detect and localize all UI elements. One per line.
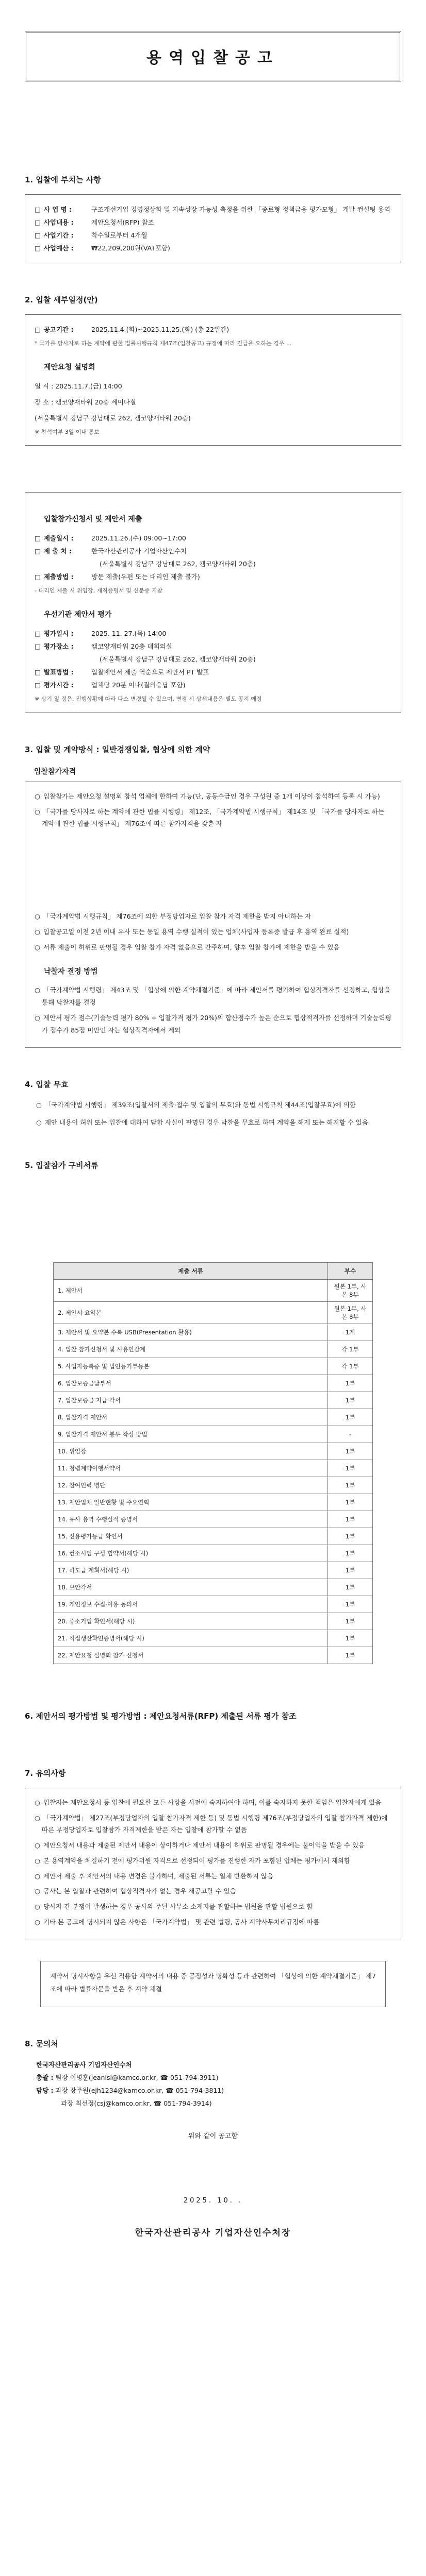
s2-value: 업체당 20분 이내(질의응답 포함) — [91, 681, 186, 689]
section-5-heading: 5. 입찰참가 구비서류 — [25, 1160, 99, 1170]
page-title: 용역입찰공고 — [146, 49, 280, 67]
notice-date: 2025. 10. . — [183, 2196, 243, 2205]
table-row — [54, 1392, 373, 1409]
section-2-box-submission — [25, 492, 401, 713]
doc-name-cell: 3. 제안서 및 요약본 수록 USB(Presentation 활용) — [54, 1324, 328, 1341]
s2-ev-row — [35, 653, 391, 666]
contact-row — [36, 2071, 401, 2084]
s1-label: □ 사업기간 : — [35, 229, 91, 242]
s2-ev-row — [35, 640, 391, 653]
doc-name-cell: 9. 입찰가격 제안서 봉투 작성 방법 — [54, 1426, 328, 1443]
table-body — [54, 1279, 373, 1664]
s2-label: □ 평가일시 : — [35, 627, 91, 640]
doc-qty-cell: 원본 1부, 사본 8부 — [328, 1279, 373, 1301]
s2-label: □ 제 출 처 : — [35, 545, 91, 557]
signature-block — [25, 2197, 401, 2238]
requirements-table — [53, 1262, 373, 1664]
s7-para: ○ 「국가계약법」 제27조(부정당업자의 입찰 참가자격 제한 등) 및 동법 시행령 제76조(부정당업자의 입찰 참가자격 제한)에 따른 부정당업자로 입찰참가 자격제한을 받은 자는 입찰에 참가할 수 없음 — [35, 1812, 391, 1837]
notice-page — [25, 31, 401, 2238]
doc-name-cell: 10. 위임장 — [54, 1443, 328, 1460]
table-row — [54, 1426, 373, 1443]
doc-qty-cell: 1부 — [328, 1528, 373, 1545]
s3-para: ○ 「국가계약법 시행규칙」 제76조에 의한 부정당업자로 입찰 참가 자격 제한을 받지 아니하는 자 — [35, 910, 391, 923]
s2-sub-row — [35, 545, 391, 557]
s3-para: ○ 입찰공고일 이전 2년 이내 유사 또는 동일 용역 수행 실적이 있는 업체(사업자 등록증 발급 후 용역 완료 실적) — [35, 926, 391, 938]
s2-value: 입찰제안서 제출 역순으로 제안서 PT 발표 — [91, 668, 209, 676]
doc-name-cell: 4. 입찰 참가신청서 및 사용인감계 — [54, 1341, 328, 1358]
s7-box-text: 계약서 명시사항을 우선 적용함 계약서의 내용 중 공정성과 명확성 등과 관련하여 「협상에 의한 계약체결기준」 제7조에 따라 법률자문을 받은 후 계약 체결 — [50, 1972, 376, 1993]
s2-ev-row — [35, 679, 391, 691]
table-row — [54, 1647, 373, 1664]
doc-qty-cell: 1부 — [328, 1460, 373, 1477]
table-row — [54, 1375, 373, 1392]
s3-para: ○ 입찰참가는 제안요청 설명회 참석 업체에 한하여 가능(단, 공동수급인 경우 구성원 중 1개 이상이 참석하여 등록 시 가능) — [35, 790, 391, 803]
doc-qty-cell: 1부 — [328, 1477, 373, 1494]
doc-qty-cell: 각 1부 — [328, 1358, 373, 1375]
s2-value: 2025.11.26.(수) 09:00~17:00 — [91, 534, 186, 543]
table-header-row — [54, 1262, 373, 1279]
table-row — [54, 1562, 373, 1579]
contact-label: 담당 : — [36, 2086, 54, 2094]
s7-para: ○ 입찰자는 제안요청서 등 입찰에 필요한 모든 사항을 사전에 숙지하여야 하며, 이를 숙지하지 못한 책임은 입찰자에게 있음 — [35, 1797, 391, 1809]
s2-value: (서울특별시 강남구 강남대로 262, 캠코양재타워 20층) — [100, 560, 256, 568]
table-row — [54, 1545, 373, 1562]
s7-para: ○ 제안서 제출 후 제안서의 내용 변경은 불가하며, 제출된 서류는 일체 반환하지 않음 — [35, 1870, 391, 1883]
s4-para: ○ 제안 내용이 허위 또는 입찰에 대하여 담합 사실이 판명된 경우 낙찰을 무효로 하며 계약을 해제 또는 해지할 수 있음 — [36, 1116, 401, 1129]
s7-para: ○ 당사자 간 분쟁이 발생하는 경우 공사의 주된 사무소 소재지를 관할하는 법원을 관할 법원으로 함 — [35, 1901, 391, 1913]
table-row — [54, 1341, 373, 1358]
issuer-name: 한국자산관리공사 기업자산인수처장 — [135, 2227, 291, 2238]
s2-value: (서울특별시 강남구 강남대로 262, 캠코양재타워 20층) — [100, 655, 256, 664]
s2-ev-row — [35, 666, 391, 679]
s7-para: ○ 본 용역계약을 체결하기 전에 평가위원 자격으로 선정되어 평가를 진행한 자가 포함된 업체는 평가에서 제외함 — [35, 1855, 391, 1867]
contact-block — [36, 2058, 401, 2110]
section-7-box — [25, 1788, 401, 1940]
table-row — [54, 1511, 373, 1528]
doc-name-cell: 15. 신용평가등급 확인서 — [54, 1528, 328, 1545]
s2-sub-row — [35, 557, 391, 570]
s2-value: 캠코양재타워 20층 대회의실 — [91, 642, 172, 651]
doc-name-cell: 20. 중소기업 확인서(해당 시) — [54, 1613, 328, 1630]
doc-qty-cell: 1부 — [328, 1545, 373, 1562]
section-8-heading: 8. 문의처 — [25, 2039, 58, 2048]
table-row — [54, 1579, 373, 1596]
doc-name-cell: 6. 입찰보증금납부서 — [54, 1375, 328, 1392]
s2-value: 2025.11.4.(화)~2025.11.25.(화) (총 22일간) — [91, 326, 230, 333]
s1-row-content — [35, 216, 391, 229]
doc-name-cell: 8. 입찰가격 제안서 — [54, 1409, 328, 1426]
table-row — [54, 1494, 373, 1511]
s1-label: □ 사업내용 : — [35, 216, 91, 229]
contact-row — [36, 2084, 401, 2097]
s1-value: 제안요청서(RFP) 참조 — [91, 218, 154, 226]
s3-para: ○ 「국가계약법 시행령」 제43조 및 「협상에 의한 계약체결기준」에 따라 제안서를 평가하여 협상적격자를 선정하고, 협상을 통해 낙찰자를 결정 — [35, 984, 391, 1009]
s2-value: 2025. 11. 27.(목) 14:00 — [91, 630, 167, 638]
doc-qty-cell: 1부 — [328, 1647, 373, 1664]
table-row — [54, 1460, 373, 1477]
s1-label: □ 사 업 명 : — [35, 203, 91, 216]
s1-label: □ 사업예산 : — [35, 242, 91, 255]
doc-qty-cell: 1부 — [328, 1494, 373, 1511]
s2-sub-row — [35, 532, 391, 545]
doc-name-cell: 17. 하도급 계획서(해당 시) — [54, 1562, 328, 1579]
doc-qty-cell: 1개 — [328, 1324, 373, 1341]
contact-value: 과장 장주원(ejh1234@kamco.or.kr, ☎ 051-794-3811) — [55, 2086, 224, 2094]
table-row — [54, 1443, 373, 1460]
contact-row — [36, 2097, 401, 2110]
doc-qty-cell: 1부 — [328, 1392, 373, 1409]
doc-name-cell: 14. 유사 용역 수행실적 증명서 — [54, 1511, 328, 1528]
s2-q-note: ※ 참석여부 3일 이내 통보 — [35, 428, 100, 435]
section-2-heading: 2. 입찰 세부일정(안) — [25, 295, 98, 304]
s2-sub-row — [35, 570, 391, 583]
doc-name-cell: 2. 제안서 요약본 — [54, 1301, 328, 1324]
s1-row-period — [35, 229, 391, 242]
table-row — [54, 1301, 373, 1324]
col-header-item: 제출 서류 — [54, 1262, 328, 1279]
doc-name-cell: 18. 보안각서 — [54, 1579, 328, 1596]
doc-qty-cell: 1부 — [328, 1596, 373, 1613]
section-7-heading: 7. 유의사항 — [25, 1768, 66, 1778]
s2-ev-note: ※ 상기 일 정은, 진행상황에 따라 다소 변경될 수 있으며, 변경 시 상세내용은 별도 공지 예정 — [35, 696, 262, 703]
s2-value: 방문 제출(우편 또는 대리인 제출 불가) — [91, 573, 200, 581]
s2-value: 한국자산관리공사 기업자산인수처 — [91, 547, 187, 555]
section-3-box-1 — [25, 782, 401, 1048]
s2-label: □ 평가장소 : — [35, 640, 91, 653]
s7-para: ○ 공사는 본 입찰과 관련하여 협상적격자가 없는 경우 재공고할 수 있음 — [35, 1885, 391, 1897]
doc-qty-cell: 1부 — [328, 1375, 373, 1392]
s2-q-row: (서울특별시 강남구 강남대로 262, 캠코양재타워 20층) — [35, 414, 191, 422]
s3-para: ○ 제안서 평가 점수(기술능력 평가 80% + 입찰가격 평가 20%)의 합산점수가 높은 순으로 협상적격자를 선정하며 기술능력평가 점수가 85점 미만인 자는 협상적격자에서 제외 — [35, 1012, 391, 1037]
doc-name-cell: 19. 개인정보 수집·이용 동의서 — [54, 1596, 328, 1613]
s3-para: ○ 서류 제출이 허위로 판명될 경우 입찰 참가 자격 없음으로 간주하며, 향후 입찰 참가에 제한을 받을 수 있음 — [35, 941, 391, 954]
doc-name-cell: 5. 사업자등록증 및 법인등기부등본 — [54, 1358, 328, 1375]
contact-label: 총괄 : — [36, 2073, 54, 2081]
s2-ev-row — [35, 627, 391, 640]
doc-qty-cell: 각 1부 — [328, 1341, 373, 1358]
table-row — [54, 1596, 373, 1613]
doc-name-cell: 1. 제안서 — [54, 1279, 328, 1301]
s2-label: □ 공고기간 : — [35, 323, 91, 336]
doc-name-cell: 21. 직접생산확인증명서(해당 시) — [54, 1630, 328, 1647]
s1-row-project — [35, 203, 391, 216]
s2-sub-note: - 대리인 제출 시 위임장, 재직증명서 및 신분증 지참 — [35, 587, 162, 595]
section-4-heading: 4. 입찰 무효 — [25, 1080, 69, 1090]
doc-name-cell: 12. 참여인력 명단 — [54, 1477, 328, 1494]
col-header-qty: 부수 — [328, 1262, 373, 1279]
doc-qty-cell: 원본 1부, 사본 8부 — [328, 1301, 373, 1324]
section-1-heading: 1. 입찰에 부치는 사항 — [25, 175, 101, 184]
doc-qty-cell: - — [328, 1426, 373, 1443]
s3-para: ○ 「국가를 당사자로 하는 계약에 관한 법률 시행령」 제12조, 「국가계약법 시행규칙」 제14조 및 「국가를 당사자로 하는 계약에 관한 법률 시행규칙」 제76조에 따른 참가자격을 갖춘 자 — [35, 806, 391, 831]
title-box — [25, 31, 401, 81]
s2-label: □ 제출일시 : — [35, 532, 91, 545]
s2-q-title: 제안요청 설명회 — [44, 363, 95, 371]
s2-label: □ 평가시간 : — [35, 679, 91, 691]
contact-value: 팀장 이병훈(jeanisl@kamco.or.kr, ☎ 051-794-3911) — [55, 2073, 219, 2081]
s2-row-period — [35, 323, 391, 336]
table-row — [54, 1409, 373, 1426]
doc-qty-cell: 1부 — [328, 1613, 373, 1630]
section-2-box-period — [25, 314, 401, 446]
doc-name-cell: 16. 컨소시엄 구성 협약서(해당 시) — [54, 1545, 328, 1562]
s1-value: 착수일로부터 4개월 — [91, 231, 148, 239]
table-row — [54, 1613, 373, 1630]
table-row — [54, 1528, 373, 1545]
s2-period-note: * 국가를 당사자로 하는 계약에 관한 법률시행규칙 제47조(입찰공고) 규정에 따라 긴급을 요하는 경우 ... — [35, 340, 292, 347]
s2-q-row: 장 소 : 캠코양재타워 20층 세미나실 — [35, 398, 136, 406]
s2-sub-title: 입찰참가신청서 및 제안서 제출 — [44, 515, 142, 524]
section-7-contract-box — [40, 1961, 386, 2007]
table-row — [54, 1358, 373, 1375]
table-row — [54, 1630, 373, 1647]
s3-sub2: 낙찰자 결정 방법 — [44, 968, 98, 976]
s2-q-row: 일 시 : 2025.11.7.(금) 14:00 — [35, 382, 122, 390]
section-1-box — [25, 194, 401, 263]
s2-label: □ 제출방법 : — [35, 570, 91, 583]
doc-qty-cell: 1부 — [328, 1443, 373, 1460]
closing-text: 위와 같이 공고함 — [188, 2132, 238, 2140]
s1-value: 구조개선기업 경영정상화 및 지속성장 가능성 측정을 위한 「종료형 정책금융 평가모형」 개발 컨설팅 용역 — [91, 206, 390, 213]
s3-sub1: 입찰참가자격 — [34, 767, 76, 776]
section-3-heading: 3. 입찰 및 계약방식 : 일반경쟁입찰, 협상에 의한 계약 — [25, 744, 210, 754]
s7-para: ○ 기타 본 공고에 명시되지 않은 사항은 「국가계약법」 및 관련 법령, 공사 계약사무처리규정에 따름 — [35, 1916, 391, 1928]
s2-label: □ 발표방법 : — [35, 666, 91, 679]
s1-row-budget — [35, 242, 391, 255]
doc-name-cell: 13. 제안업체 일반현황 및 주요연혁 — [54, 1494, 328, 1511]
contact-value: 과장 최선정(csj@kamco.or.kr, ☎ 051-794-3914) — [61, 2099, 212, 2107]
s4-para: ○ 「국가계약법 시행령」 제39조(입찰서의 제출·접수 및 입찰의 무효)와 동법 시행규칙 제44조(입찰무효)에 의함 — [36, 1099, 401, 1111]
table-row — [54, 1477, 373, 1494]
doc-qty-cell: 1부 — [328, 1579, 373, 1596]
doc-qty-cell: 1부 — [328, 1409, 373, 1426]
doc-qty-cell: 1부 — [328, 1511, 373, 1528]
doc-qty-cell: 1부 — [328, 1562, 373, 1579]
table-row — [54, 1279, 373, 1301]
contact-org: 한국자산관리공사 기업자산인수처 — [36, 2060, 132, 2069]
s2-ev-title: 우선기관 제안서 평가 — [44, 611, 112, 619]
table-row — [54, 1324, 373, 1341]
doc-name-cell: 7. 입찰보증금 지급 각서 — [54, 1392, 328, 1409]
doc-name-cell: 22. 제안요청 설명회 참가 신청서 — [54, 1647, 328, 1664]
s7-para: ○ 제안요청서 내용과 제출된 제안서 내용이 상이하거나 제안서 내용이 허위로 판명될 경우에는 불이익을 받을 수 있음 — [35, 1839, 391, 1852]
s1-value: ₩22,209,200원(VAT포함) — [91, 244, 170, 252]
doc-name-cell: 11. 청렴계약이행서약서 — [54, 1460, 328, 1477]
doc-qty-cell: 1부 — [328, 1630, 373, 1647]
section-6-heading: 6. 제안서의 평가방법 및 평가방법 : 제안요청서류(RFP) 제출된 서류 평가 참조 — [25, 1711, 297, 1721]
